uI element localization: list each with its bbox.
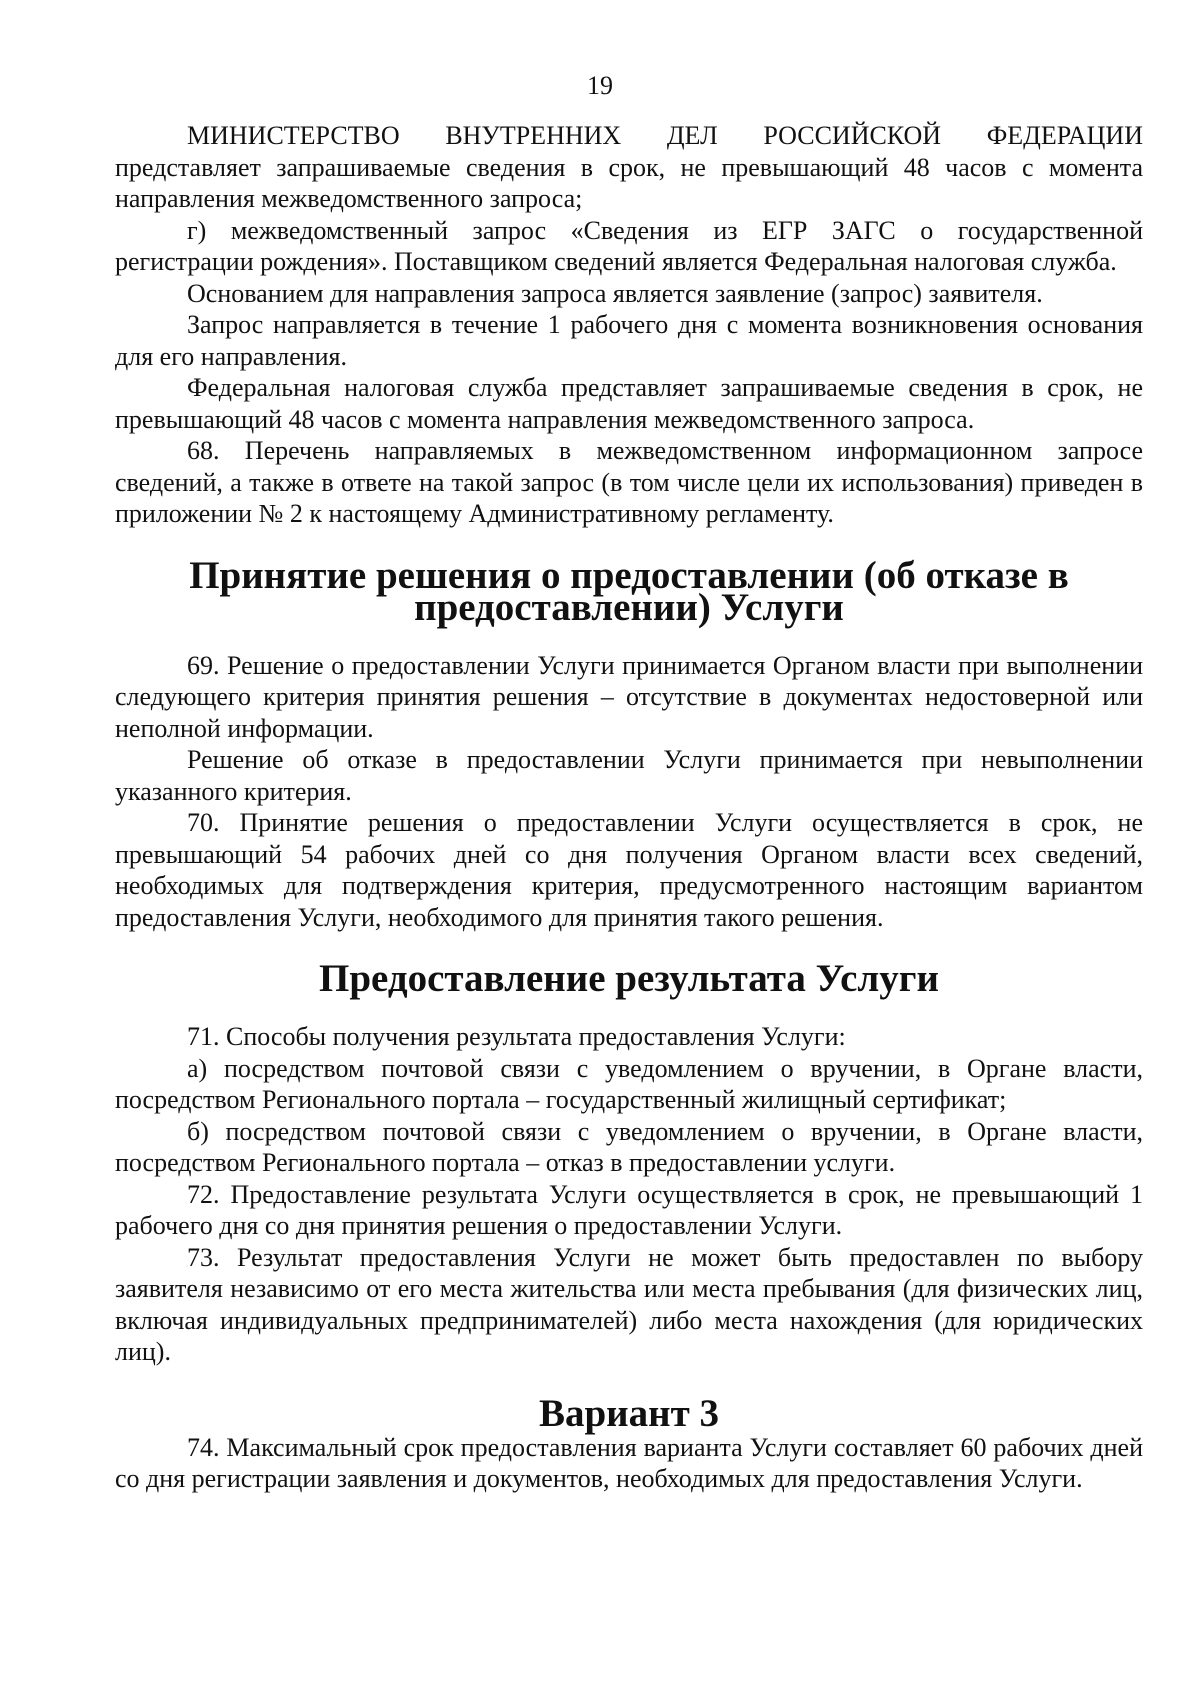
section-heading-variant-3: Вариант 3 [538, 1391, 720, 1435]
paragraph-73: 73. Результат предоставления Услуги не может быть предоставлен по выбору заявителя независимо от его места жительства или места пребывания (для физических лиц, включая индивидуальных предпринимателей) либо места нахождения (для юридических лиц). [115, 1242, 1143, 1366]
document-body [115, 120, 1143, 1495]
paragraph-request-basis: Основанием для направления запроса является заявление (запрос) заявителя. [187, 278, 1043, 308]
paragraph-item-a-certificate: а) посредством почтовой связи с уведомлением о вручении, в Органе власти, посредством Регионального портала – государственный жилищный сертификат; [115, 1053, 1143, 1114]
paragraph-request-timing: Запрос направляется в течение 1 рабочего дня с момента возникновения основания для его направления. [115, 310, 1143, 371]
paragraph-mvd-response-term: представляет запрашиваемые сведения в срок, не превышающий 48 часов с момента направления межведомственного запроса; [115, 152, 1143, 213]
paragraph-fns-response-term: Федеральная налоговая служба представляет запрашиваемые сведения в срок, не превышающий 48 часов с момента направления межведомственного запроса. [115, 373, 1143, 434]
paragraph-72: 72. Предоставление результата Услуги осуществляется в срок, не превышающий 1 рабочего дня со дня принятия решения о предоставлении Услуги. [115, 1179, 1143, 1240]
paragraph-68: 68. Перечень направляемых в межведомственном информационном запросе сведений, а также в ответе на такой запрос (в том числе цели их использования) приведен в приложении № 2 к настоящему Административному регламенту. [115, 436, 1143, 528]
paragraph-ministry-name: МИНИСТЕРСТВО ВНУТРЕННИХ ДЕЛ РОССИЙСКОЙ ФЕДЕРАЦИИ [187, 121, 1143, 150]
section-heading-result: Предоставление результата Услуги [319, 957, 939, 1000]
paragraph-item-g-zags-request: г) межведомственный запрос «Сведения из ЕГР ЗАГС о государственной регистрации рождения». Поставщиком сведений является Федеральная налоговая служба. [115, 215, 1143, 276]
section-heading-decision: Принятие решения о предоставлении (об отказе в предоставлении) Услуги [189, 553, 1069, 629]
paragraph-71: 71. Способы получения результата предоставления Услуги: [187, 1022, 846, 1051]
paragraph-74: 74. Максимальный срок предоставления варианта Услуги составляет 60 рабочих дней со дня регистрации заявления и документов, необходимых для предоставления Услуги. [115, 1432, 1143, 1493]
paragraph-refusal-decision: Решение об отказе в предоставлении Услуги принимается при невыполнении указанного критерия. [115, 745, 1143, 806]
paragraph-70: 70. Принятие решения о предоставлении Услуги осуществляется в срок, не превышающий 54 рабочих дней со дня получения Органом власти всех сведений, необходимых для подтверждения критерия, предусмотренного настоящим вариантом предоставления Услуги, необходимого для принятия такого решения. [115, 808, 1143, 932]
page-number: 19 [587, 71, 613, 100]
paragraph-item-b-refusal: б) посредством почтовой связи с уведомлением о вручении, в Органе власти, посредством Регионального портала – отказ в предоставлении услуги. [115, 1116, 1143, 1177]
paragraph-69: 69. Решение о предоставлении Услуги принимается Органом власти при выполнении следующего критерия принятия решения – отсутствие в документах недостоверной или неполной информации. [115, 650, 1143, 743]
